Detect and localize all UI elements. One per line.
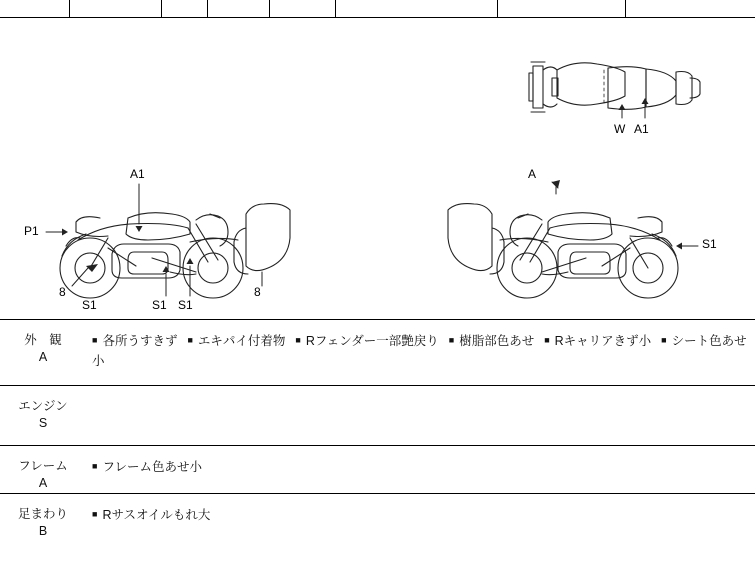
- condition-notes-suspension: [86, 494, 755, 550]
- note-text: エキパイ付着物: [197, 334, 286, 348]
- condition-category-exterior: [0, 320, 86, 385]
- condition-row-frame: [0, 446, 755, 494]
- condition-category-frame: [0, 446, 86, 493]
- condition-grade-badge: B: [38, 524, 48, 538]
- top-view-motorcycle: [529, 62, 700, 112]
- top-cell-4: [270, 0, 336, 17]
- diagram-label-s1-d: S1: [702, 237, 717, 251]
- note-marker-icon: ■: [448, 335, 455, 345]
- condition-row-exterior: [0, 320, 755, 386]
- note-text: シート色あせ小: [92, 334, 747, 368]
- condition-notes-exterior: [86, 320, 755, 385]
- note-text: 樹脂部色あせ: [459, 334, 535, 348]
- note-marker-icon: ■: [295, 335, 301, 345]
- condition-category-suspension: [0, 494, 86, 550]
- diagram-label-s1-b: S1: [152, 298, 167, 312]
- note-marker-icon: ■: [92, 335, 98, 345]
- top-cell-7: [626, 0, 755, 17]
- top-cell-3: [208, 0, 270, 17]
- top-cell-5: [336, 0, 498, 17]
- condition-category-label: 足まわり: [17, 507, 68, 521]
- condition-notes-frame: [86, 446, 755, 493]
- diagram-label-a: A: [528, 167, 537, 181]
- condition-row-suspension: [0, 494, 755, 550]
- top-cell-6: [498, 0, 626, 17]
- note-text: Rサスオイルもれ大: [102, 508, 211, 522]
- condition-grade-badge: A: [38, 350, 48, 364]
- note-marker-icon: ■: [92, 509, 98, 519]
- note-marker-icon: ■: [92, 461, 98, 471]
- note-marker-icon: ■: [661, 335, 667, 345]
- diagram-label-w: W: [614, 122, 626, 136]
- diagram-label-p1: P1: [24, 224, 39, 238]
- note-text: フレーム色あせ小: [102, 460, 202, 474]
- top-cell-0: [0, 0, 70, 17]
- top-cell-1: [70, 0, 162, 17]
- note-text: Rキャリアきず小: [554, 334, 652, 348]
- condition-row-engine: [0, 386, 755, 446]
- vehicle-diagram-area: [0, 18, 755, 320]
- diagram-label-s1-a: S1: [82, 298, 97, 312]
- diagram-label-a1-top: A1: [634, 122, 649, 136]
- diagram-label-a1-left: A1: [130, 167, 145, 181]
- condition-grade-badge: S: [38, 416, 48, 430]
- condition-category-label: フレーム: [18, 459, 68, 473]
- diagram-label-8-front: 8: [59, 285, 66, 299]
- top-cell-2: [162, 0, 208, 17]
- diagram-label-s1-c: S1: [178, 298, 193, 312]
- right-side-view-motorcycle: [448, 204, 678, 298]
- note-text: Rフェンダー一部艶戻り: [305, 334, 439, 348]
- condition-category-label: エンジン: [18, 399, 68, 413]
- motorcycle-diagrams: [0, 18, 755, 318]
- condition-category-engine: [0, 386, 86, 445]
- note-text: 各所うすきず: [102, 334, 178, 348]
- top-table-strip: [0, 0, 755, 18]
- left-side-view-motorcycle: [60, 204, 290, 298]
- note-marker-icon: ■: [187, 335, 193, 345]
- condition-notes-engine: [86, 386, 755, 445]
- condition-category-label: 外 観: [24, 333, 62, 347]
- note-marker-icon: ■: [544, 335, 550, 345]
- condition-grade-badge: A: [38, 476, 48, 490]
- diagram-label-8-rear: 8: [254, 285, 261, 299]
